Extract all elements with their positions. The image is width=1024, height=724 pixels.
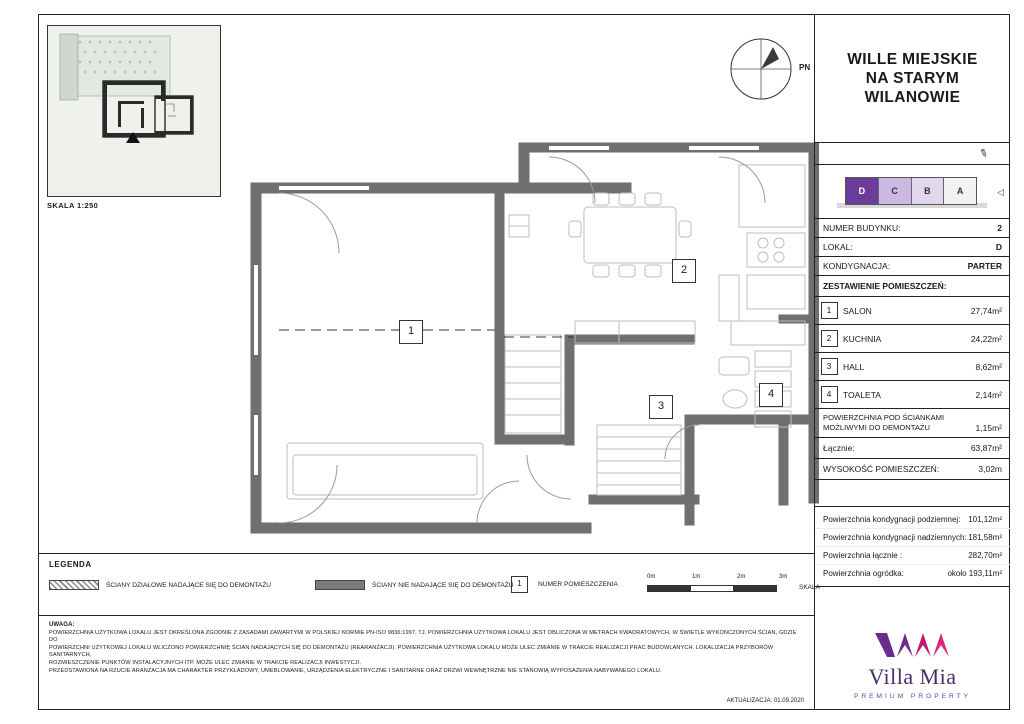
info-panel <box>814 15 1010 709</box>
legend-label-demountable: ŚCIANY DZIAŁOWE NADAJĄCE SIĘ DO DEMONTAŻU <box>106 581 271 589</box>
legend-room-number <box>511 576 618 593</box>
total-value: 63,87m² <box>970 443 1002 453</box>
table-row <box>815 325 1010 353</box>
key-plan-segment-b[interactable]: B <box>912 178 945 204</box>
legend-swatch-structural <box>315 580 365 590</box>
area-row-underground <box>815 511 1010 529</box>
notes-line-1: POWIERZCHNIA UŻYTKOWA LOKALU JEST OKREŚLONA ZGODNIE Z ZASADAMI ZAWARTYMI W POLSKIEJ NORMIE PN-ISO 9836:1997, TJ. POWIERZCHNIA UŻYTKOWA LOKALU JEST OBLICZONA W METRACH KWADRATOWYCH, W ŚWIETLE WYKOŃCZONYCH ŚCIAN, GDZIE DO <box>49 629 797 644</box>
sheet-frame <box>38 14 1010 710</box>
legend-label-structural: ŚCIANY NIE NADAJĄCE SIĘ DO DEMONTAŻU <box>372 581 514 589</box>
scale-tick-1: 1m <box>692 574 701 580</box>
area-value-aboveground: 181,58m² <box>968 533 1002 542</box>
room-name: HALL <box>843 361 865 372</box>
room-number-badge: 2 <box>815 325 843 352</box>
meta-value-unit: D <box>995 242 1002 252</box>
drawing-area <box>39 15 820 709</box>
key-plan-segment-a[interactable]: A <box>956 186 964 196</box>
floor-plan-drawing <box>219 125 819 545</box>
room-name: SALON <box>843 305 872 316</box>
project-title-line-3: WILANOWIE <box>864 89 961 106</box>
scale-tick-0: 0m <box>647 574 656 580</box>
scale-bar <box>647 574 820 591</box>
table-row <box>815 381 1010 409</box>
notes-block <box>39 615 814 709</box>
compass-icon <box>729 37 793 101</box>
area-summary <box>815 507 1010 587</box>
area-value-garden: około 193,11m² <box>947 569 1002 578</box>
room-tag-2: 2 <box>672 259 696 283</box>
legend-room-number-sample: 1 <box>511 576 528 593</box>
area-row-garden <box>815 565 1010 582</box>
meta-row-building <box>815 219 1010 238</box>
total-row <box>815 438 1010 459</box>
project-title-line-1: WILLE MIEJSKIE <box>847 51 978 68</box>
rooms-table-header: ZESTAWIENIE POMIESZCZEŃ: <box>815 276 1010 297</box>
area-label-garden: Powierzchnia ogródka: <box>823 569 904 578</box>
pencil-icon: ✎ <box>976 146 990 162</box>
scale-bar-line <box>647 585 777 590</box>
vm-monogram-icon <box>871 631 955 661</box>
demountable-walls-area: 1,15m² <box>975 423 1002 433</box>
room-number-badge: 4 <box>815 381 843 408</box>
key-plan-segment-c[interactable]: C <box>879 178 912 204</box>
meta-label-unit: LOKAL: <box>823 242 853 252</box>
height-row <box>815 459 1010 480</box>
room-area: 8,62m² <box>975 361 1002 372</box>
notes-line-2: POWIERZCHNI UŻYTKOWEJ LOKALU WLICZONO POWIERZCHNIĘ ŚCIAN NADAJĄCYCH SIĘ DO DEMONTAŻU (REARANŻACJI). POWIERZCHNIA UŻYTKOWA LOKALU MOŻE ULEC ZMIANIE W TRAKCIE REALIZACJI PRAC BUDOWLANYCH. LOKALIZACJA PRZYBORÓW SANITARNYCH, <box>49 644 774 659</box>
meta-row-unit <box>815 238 1010 257</box>
key-plan-building <box>845 177 977 205</box>
meta-label-floor: KONDYGNACJA: <box>823 261 891 271</box>
last-update-label: AKTUALIZACJA: 01.09.2020 <box>726 698 804 704</box>
company-tagline: PREMIUM PROPERTY <box>853 692 972 700</box>
panel-spacer <box>815 480 1010 507</box>
area-label-total: Powierzchnia łącznie : <box>823 551 903 560</box>
company-name: Villa Mia <box>868 663 957 689</box>
legend <box>39 553 820 615</box>
project-title <box>815 15 1010 143</box>
room-name: TOALETA <box>843 389 881 400</box>
legend-swatch-demountable <box>49 580 99 590</box>
scale-tick-2: 2m <box>737 574 746 580</box>
key-plan-body <box>815 165 1010 219</box>
scale-bar-label: SKALA <box>799 584 820 591</box>
project-title-line-2: NA STARYM <box>865 70 960 87</box>
meta-value-floor: PARTER <box>967 261 1002 271</box>
height-value: 3,02m <box>978 464 1002 474</box>
site-plan-scale-label: SKALA 1:250 <box>47 201 99 210</box>
demountable-walls-row <box>815 409 1010 438</box>
table-row <box>815 297 1010 325</box>
demountable-walls-label: POWIERZCHNIA POD ŚCIANKAMI MOŻLIWYMI DO DEMONTAŻU <box>823 413 945 432</box>
room-area: 24,22m² <box>970 333 1002 344</box>
room-name: KUCHNIA <box>843 333 882 344</box>
room-tag-3: 3 <box>649 395 673 419</box>
room-tag-4: 4 <box>759 383 783 407</box>
unit-meta <box>815 219 1010 587</box>
site-plan-thumbnail <box>47 25 221 197</box>
area-row-aboveground <box>815 529 1010 547</box>
area-label-aboveground: Powierzchnia kondygnacji nadziemnych: <box>823 533 967 542</box>
key-plan-segment-d[interactable]: D <box>846 178 879 204</box>
area-row-total <box>815 547 1010 565</box>
total-label: Łącznie: <box>823 443 855 453</box>
meta-row-floor <box>815 257 1010 276</box>
table-row <box>815 353 1010 381</box>
area-label-underground: Powierzchnia kondygnacji podziemnej: <box>823 515 961 524</box>
height-label: WYSOKOŚĆ POMIESZCZEŃ: <box>823 464 940 474</box>
meta-label-building: NUMER BUDYNKU: <box>823 223 901 233</box>
legend-title: LEGENDA <box>49 560 92 569</box>
meta-value-building: 2 <box>997 223 1002 233</box>
legend-items <box>49 580 514 590</box>
scale-bar-ticks <box>647 574 797 582</box>
key-plan <box>815 143 1010 219</box>
notes-line-4: PRZEDSTAWIONA NA RZUCIE ARANŻACJA MA CHARAKTER PRZYKŁADOWY, UMEBLOWANIE, URZĄDZENIA ELEKTRYCZNE I SANITARNE ORAZ DRZWI WEWNĘTRZNE NIE STANOWIĄ WYPOSAŻENIA NABYWANEGO LOKALU. <box>49 667 662 674</box>
room-area: 2,14m² <box>975 389 1002 400</box>
chevron-left-icon: ◁ <box>997 187 1004 197</box>
notes-line-3: ROZMIESZCZENIE PUNKTÓW INSTALACYJNYCH ITP. MOŻE ULEC ZMIANIE W TRAKCIE REALIZACJI INWESTYCJI. <box>49 659 362 666</box>
key-plan-header <box>815 143 1010 165</box>
compass-north-label: PN <box>799 63 811 72</box>
legend-room-number-label: NUMER POMIESZCZENIA <box>538 581 618 588</box>
room-area: 27,74m² <box>970 305 1002 316</box>
notes-heading: UWAGA: <box>49 622 75 628</box>
room-number-badge: 3 <box>815 353 843 380</box>
room-number-badge: 1 <box>815 297 843 324</box>
company-logo <box>815 621 1010 709</box>
scale-tick-3: 3m <box>779 574 788 580</box>
area-value-underground: 101,12m² <box>968 515 1002 524</box>
area-value-total: 282,70m² <box>968 551 1002 560</box>
room-tag-1: 1 <box>399 320 423 344</box>
